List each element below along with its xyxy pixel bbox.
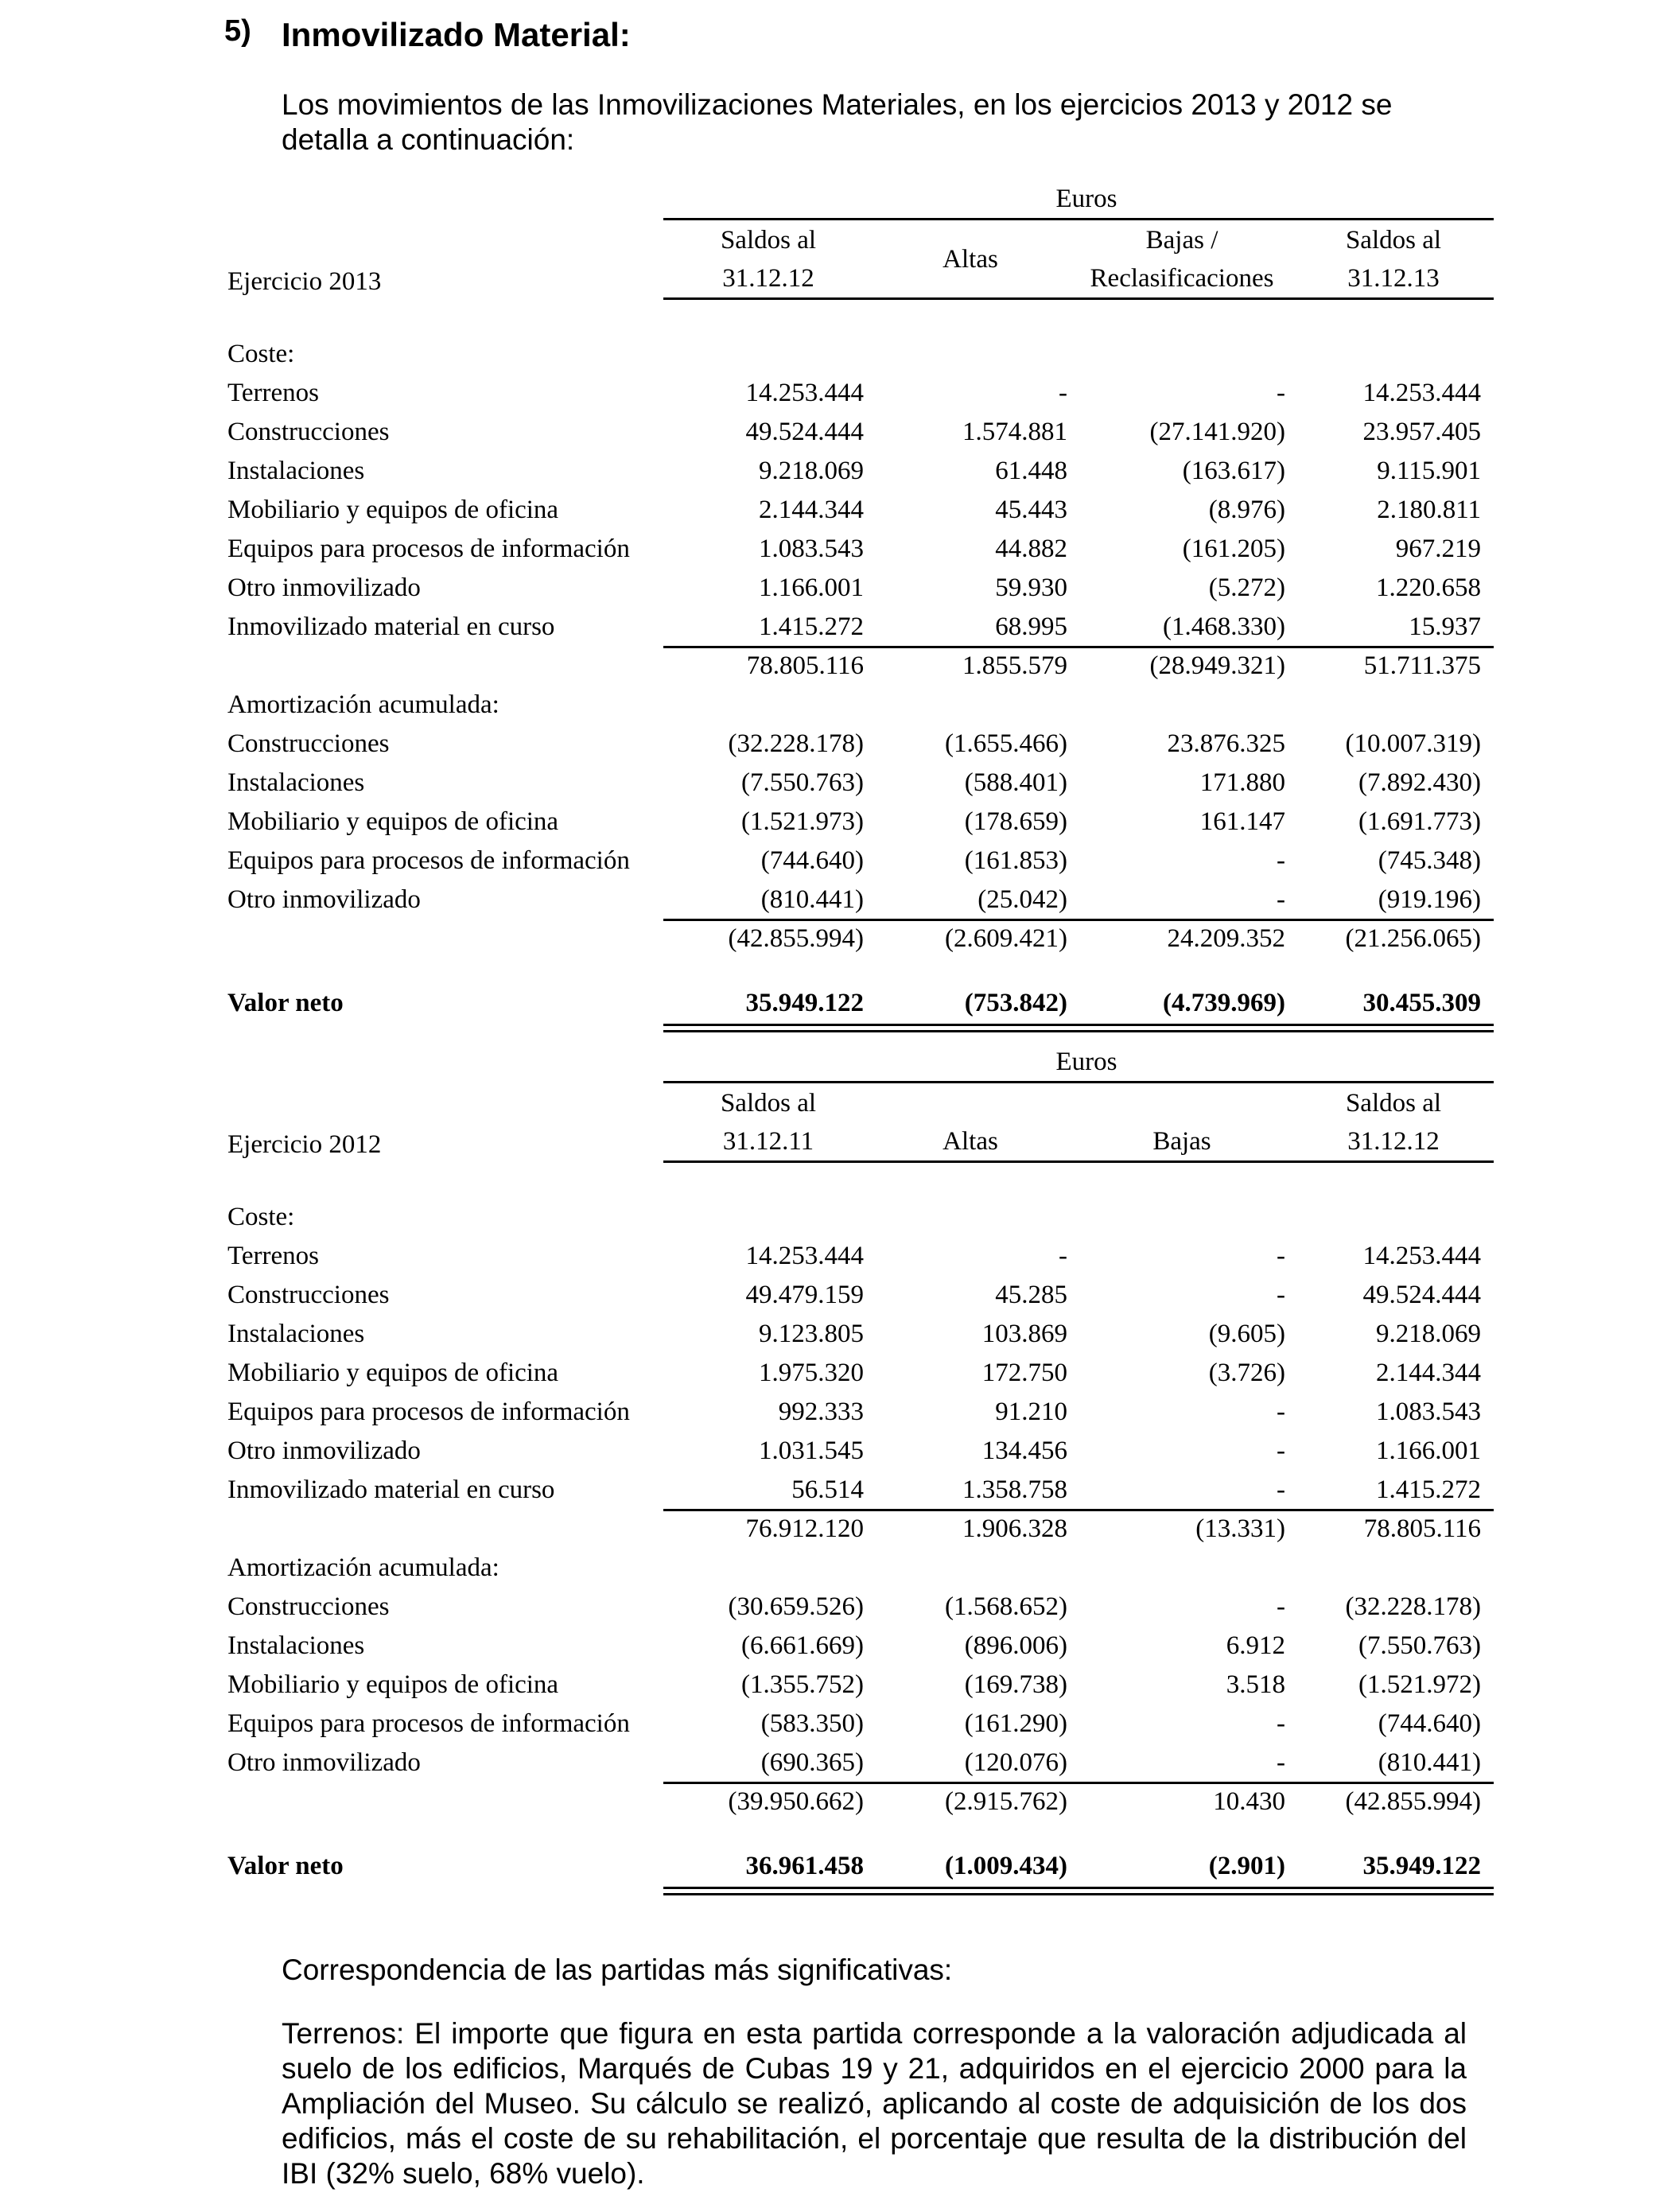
coste-row-col4: 1.166.001	[1376, 1436, 1481, 1465]
coste-row-label: Otro inmovilizado	[227, 1436, 421, 1465]
coste-row-col3: (1.468.330)	[1163, 612, 1285, 641]
intro-paragraph: Los movimientos de las Inmovilizaciones Materiales, en los ejercicios 2013 y 2012 se detalla a continuación:	[282, 88, 1393, 156]
amort-total-col1: (42.855.994)	[728, 924, 864, 953]
amort-total-col4: (42.855.994)	[1345, 1787, 1481, 1816]
coste-total-col2: 1.906.328	[962, 1514, 1067, 1543]
amort-row-col1: (810.441)	[760, 885, 864, 914]
correspondencia-title: Correspondencia de las partidas más significativas:	[282, 1953, 953, 1986]
coste-row-label: Terrenos	[227, 379, 319, 407]
coste-row-col4: 9.218.069	[1376, 1320, 1481, 1348]
coste-row-label: Instalaciones	[227, 1320, 365, 1348]
valor-neto-label: Valor neto	[227, 1852, 344, 1880]
col4-header-top: Saldos al	[1345, 226, 1442, 255]
valor-neto-rule-2	[663, 1893, 1494, 1895]
currency-label: Euros	[1055, 185, 1117, 213]
col1-header-top: Saldos al	[720, 226, 817, 255]
amort-total-col3: 10.430	[1213, 1787, 1285, 1816]
col1-header-top: Saldos al	[720, 1089, 817, 1118]
amort-row-col4: (744.640)	[1378, 1709, 1481, 1738]
coste-total-col2: 1.855.579	[962, 651, 1067, 680]
header-bottom-rule	[663, 297, 1494, 300]
coste-row-col4: 14.253.444	[1362, 1242, 1481, 1270]
amort-total-col2: (2.609.421)	[945, 924, 1067, 953]
coste-row-label: Otro inmovilizado	[227, 573, 421, 602]
coste-row-col4: 2.144.344	[1376, 1359, 1481, 1387]
coste-row-col3: (8.976)	[1208, 496, 1285, 524]
col4-header-top: Saldos al	[1345, 1089, 1442, 1118]
amort-row-col4: (7.892.430)	[1358, 768, 1481, 797]
amort-row-label: Otro inmovilizado	[227, 885, 421, 914]
coste-row-col2: 61.448	[995, 457, 1067, 485]
terrenos-paragraph: Terrenos: El importe que figura en esta partida corresponde a la valoración adjudicada al suelo de los edificios, Marqués de Cubas 19 y 21, adquiridos en el ejercicio 2000 para la Ampliación del Museo. Su cálculo se realizó, aplicando al coste de adquisición de los dos edificios, más el coste de su rehabilitación, el porcentaje que resulta de la distribución del IBI (32% suelo, 68% vuelo).	[282, 2017, 1467, 2190]
coste-row-col1: 14.253.444	[745, 1242, 864, 1270]
coste-row-col2: 1.574.881	[962, 418, 1067, 446]
coste-row-col2: 134.456	[981, 1436, 1067, 1465]
coste-row-col2: 59.930	[995, 573, 1067, 602]
coste-row-col1: 1.975.320	[759, 1359, 864, 1387]
amort-row-col3: 3.518	[1226, 1670, 1285, 1699]
valor-neto-label: Valor neto	[227, 989, 344, 1017]
amort-total-col3: 24.209.352	[1167, 924, 1285, 953]
amort-row-col4: (7.550.763)	[1358, 1631, 1481, 1660]
amort-subtotal-rule	[663, 1782, 1494, 1784]
coste-row-col3: (163.617)	[1182, 457, 1285, 485]
coste-row-col3: (3.726)	[1208, 1359, 1285, 1387]
amort-row-col2: (120.076)	[964, 1748, 1067, 1777]
amort-row-col1: (1.355.752)	[741, 1670, 864, 1699]
coste-row-col3: -	[1277, 379, 1285, 407]
amort-row-label: Otro inmovilizado	[227, 1748, 421, 1777]
valor-neto-col4: 30.455.309	[1362, 989, 1481, 1017]
coste-row-label: Mobiliario y equipos de oficina	[227, 1359, 559, 1387]
amort-row-col2: (1.655.466)	[945, 729, 1067, 758]
coste-title: Coste:	[227, 340, 295, 368]
valor-neto-col1: 35.949.122	[745, 989, 864, 1017]
amort-row-col2: (25.042)	[977, 885, 1067, 914]
col3-header: Bajas	[1152, 1127, 1211, 1156]
section-number: 5)	[224, 14, 251, 48]
amort-row-col1: (744.640)	[760, 846, 864, 875]
coste-row-col1: 1.083.543	[759, 535, 864, 563]
coste-row-col1: 14.253.444	[745, 379, 864, 407]
amort-row-col3: 23.876.325	[1167, 729, 1285, 758]
amort-row-label: Instalaciones	[227, 768, 365, 797]
coste-row-col4: 2.180.811	[1377, 496, 1481, 524]
valor-neto-col4: 35.949.122	[1362, 1852, 1481, 1880]
table-ejercicio-2012	[227, 1046, 1500, 1897]
coste-row-col4: 14.253.444	[1362, 379, 1481, 407]
coste-row-col2: 103.869	[981, 1320, 1067, 1348]
coste-total-col1: 76.912.120	[745, 1514, 864, 1543]
coste-row-col1: 1.166.001	[759, 573, 864, 602]
amort-row-col3: 161.147	[1199, 807, 1285, 836]
col1-header-bottom: 31.12.11	[722, 1127, 814, 1156]
coste-row-label: Construcciones	[227, 418, 390, 446]
coste-row-col3: (5.272)	[1208, 573, 1285, 602]
amort-row-col3: -	[1277, 1592, 1285, 1621]
coste-row-label: Equipos para procesos de información	[227, 535, 630, 563]
coste-row-col4: 1.083.543	[1376, 1398, 1481, 1426]
coste-total-col4: 78.805.116	[1363, 1514, 1481, 1543]
amort-row-col1: (30.659.526)	[728, 1592, 864, 1621]
coste-row-label: Equipos para procesos de información	[227, 1398, 630, 1426]
coste-row-col1: 49.524.444	[745, 418, 864, 446]
header-bottom-rule	[663, 1160, 1494, 1163]
col4-header-bottom: 31.12.13	[1347, 264, 1440, 293]
amort-row-col1: (583.350)	[760, 1709, 864, 1738]
valor-neto-rule-1	[663, 1024, 1494, 1026]
coste-row-col2: 1.358.758	[962, 1475, 1067, 1504]
valor-neto-col3: (2.901)	[1208, 1852, 1285, 1880]
valor-neto-col2: (753.842)	[964, 989, 1067, 1017]
coste-row-col2: 172.750	[981, 1359, 1067, 1387]
coste-row-col2: 91.210	[995, 1398, 1067, 1426]
coste-row-label: Mobiliario y equipos de oficina	[227, 496, 559, 524]
coste-row-col4: 15.937	[1409, 612, 1481, 641]
amort-row-col1: (7.550.763)	[741, 768, 864, 797]
amort-total-col2: (2.915.762)	[945, 1787, 1067, 1816]
coste-row-col4: 967.219	[1395, 535, 1481, 563]
coste-row-col4: 49.524.444	[1362, 1281, 1481, 1309]
section-title: Inmovilizado Material:	[282, 16, 631, 53]
valor-neto-col1: 36.961.458	[745, 1852, 864, 1880]
valor-neto-rule-2	[663, 1030, 1494, 1032]
table-ejercicio-2013	[227, 183, 1500, 1017]
amort-row-col2: (161.290)	[964, 1709, 1067, 1738]
coste-row-col2: 44.882	[995, 535, 1067, 563]
amort-row-label: Construcciones	[227, 1592, 390, 1621]
amort-title: Amortización acumulada:	[227, 690, 499, 719]
year-label: Ejercicio 2012	[227, 1130, 382, 1159]
amort-row-col2: (588.401)	[964, 768, 1067, 797]
amort-title: Amortización acumulada:	[227, 1553, 499, 1582]
coste-subtotal-rule	[663, 1509, 1494, 1511]
amort-subtotal-rule	[663, 919, 1494, 921]
amort-row-col1: (690.365)	[760, 1748, 864, 1777]
coste-row-col3: (9.605)	[1208, 1320, 1285, 1348]
amort-row-col4: (1.521.972)	[1358, 1670, 1481, 1699]
coste-total-col3: (13.331)	[1195, 1514, 1285, 1543]
col1-header-bottom: 31.12.12	[722, 264, 814, 293]
amort-row-col4: (810.441)	[1378, 1748, 1481, 1777]
coste-row-col2: 68.995	[995, 612, 1067, 641]
coste-row-col3: -	[1277, 1436, 1285, 1465]
amort-row-col4: (1.691.773)	[1358, 807, 1481, 836]
amort-row-label: Mobiliario y equipos de oficina	[227, 1670, 559, 1699]
coste-row-label: Inmovilizado material en curso	[227, 1475, 555, 1504]
coste-row-col1: 1.031.545	[759, 1436, 864, 1465]
coste-total-col4: 51.711.375	[1363, 651, 1481, 680]
coste-row-col4: 23.957.405	[1362, 418, 1481, 446]
amort-row-col3: -	[1277, 1709, 1285, 1738]
coste-row-col3: -	[1277, 1242, 1285, 1270]
valor-neto-col2: (1.009.434)	[945, 1852, 1067, 1880]
coste-subtotal-rule	[663, 646, 1494, 648]
coste-row-col2: 45.443	[995, 496, 1067, 524]
amort-row-col3: 6.912	[1226, 1631, 1285, 1660]
coste-row-col1: 1.415.272	[759, 612, 864, 641]
coste-title: Coste:	[227, 1203, 295, 1231]
coste-row-col4: 1.220.658	[1376, 573, 1481, 602]
coste-row-col2: 45.285	[995, 1281, 1067, 1309]
amort-row-col3: -	[1277, 846, 1285, 875]
coste-row-col1: 56.514	[791, 1475, 864, 1504]
coste-total-col3: (28.949.321)	[1149, 651, 1285, 680]
header-top-rule	[663, 218, 1494, 220]
coste-row-col3: (161.205)	[1182, 535, 1285, 563]
amort-row-col1: (32.228.178)	[728, 729, 864, 758]
valor-neto-col3: (4.739.969)	[1163, 989, 1285, 1017]
amort-total-col4: (21.256.065)	[1345, 924, 1481, 953]
amort-row-col2: (1.568.652)	[945, 1592, 1067, 1621]
amort-row-col2: (161.853)	[964, 846, 1067, 875]
coste-row-label: Instalaciones	[227, 457, 365, 485]
amort-total-col1: (39.950.662)	[728, 1787, 864, 1816]
amort-row-col3: 171.880	[1199, 768, 1285, 797]
amort-row-col1: (1.521.973)	[741, 807, 864, 836]
col4-header-bottom: 31.12.12	[1347, 1127, 1440, 1156]
coste-total-col1: 78.805.116	[746, 651, 864, 680]
amort-row-label: Construcciones	[227, 729, 390, 758]
coste-row-col3: -	[1277, 1398, 1285, 1426]
coste-row-col1: 9.218.069	[759, 457, 864, 485]
col2-header: Altas	[942, 1127, 998, 1156]
coste-row-col1: 2.144.344	[759, 496, 864, 524]
coste-row-col4: 9.115.901	[1377, 457, 1481, 485]
amort-row-col3: -	[1277, 885, 1285, 914]
amort-row-label: Equipos para procesos de información	[227, 846, 630, 875]
valor-neto-rule-1	[663, 1887, 1494, 1889]
amort-row-col2: (178.659)	[964, 807, 1067, 836]
amort-row-label: Instalaciones	[227, 1631, 365, 1660]
coste-row-col2: -	[1059, 379, 1067, 407]
coste-row-col1: 992.333	[778, 1398, 864, 1426]
amort-row-col4: (919.196)	[1378, 885, 1481, 914]
coste-row-label: Construcciones	[227, 1281, 390, 1309]
coste-row-col4: 1.415.272	[1376, 1475, 1481, 1504]
coste-row-col2: -	[1059, 1242, 1067, 1270]
amort-row-col3: -	[1277, 1748, 1285, 1777]
amort-row-label: Mobiliario y equipos de oficina	[227, 807, 559, 836]
year-label: Ejercicio 2013	[227, 267, 382, 296]
amort-row-col4: (32.228.178)	[1345, 1592, 1481, 1621]
coste-row-label: Terrenos	[227, 1242, 319, 1270]
coste-row-col3: -	[1277, 1281, 1285, 1309]
coste-row-col3: (27.141.920)	[1149, 418, 1285, 446]
coste-row-col1: 9.123.805	[759, 1320, 864, 1348]
amort-row-col4: (745.348)	[1378, 846, 1481, 875]
col3-header-bottom: Reclasificaciones	[1090, 264, 1274, 293]
amort-row-col1: (6.661.669)	[741, 1631, 864, 1660]
coste-row-col1: 49.479.159	[745, 1281, 864, 1309]
amort-row-col2: (169.738)	[964, 1670, 1067, 1699]
amort-row-col4: (10.007.319)	[1345, 729, 1481, 758]
amort-row-col2: (896.006)	[964, 1631, 1067, 1660]
col3-header-top: Bajas /	[1145, 226, 1218, 255]
col2-header: Altas	[942, 245, 998, 274]
coste-row-label: Inmovilizado material en curso	[227, 612, 555, 641]
currency-label: Euros	[1055, 1048, 1117, 1076]
amort-row-label: Equipos para procesos de información	[227, 1709, 630, 1738]
header-top-rule	[663, 1081, 1494, 1083]
coste-row-col3: -	[1277, 1475, 1285, 1504]
